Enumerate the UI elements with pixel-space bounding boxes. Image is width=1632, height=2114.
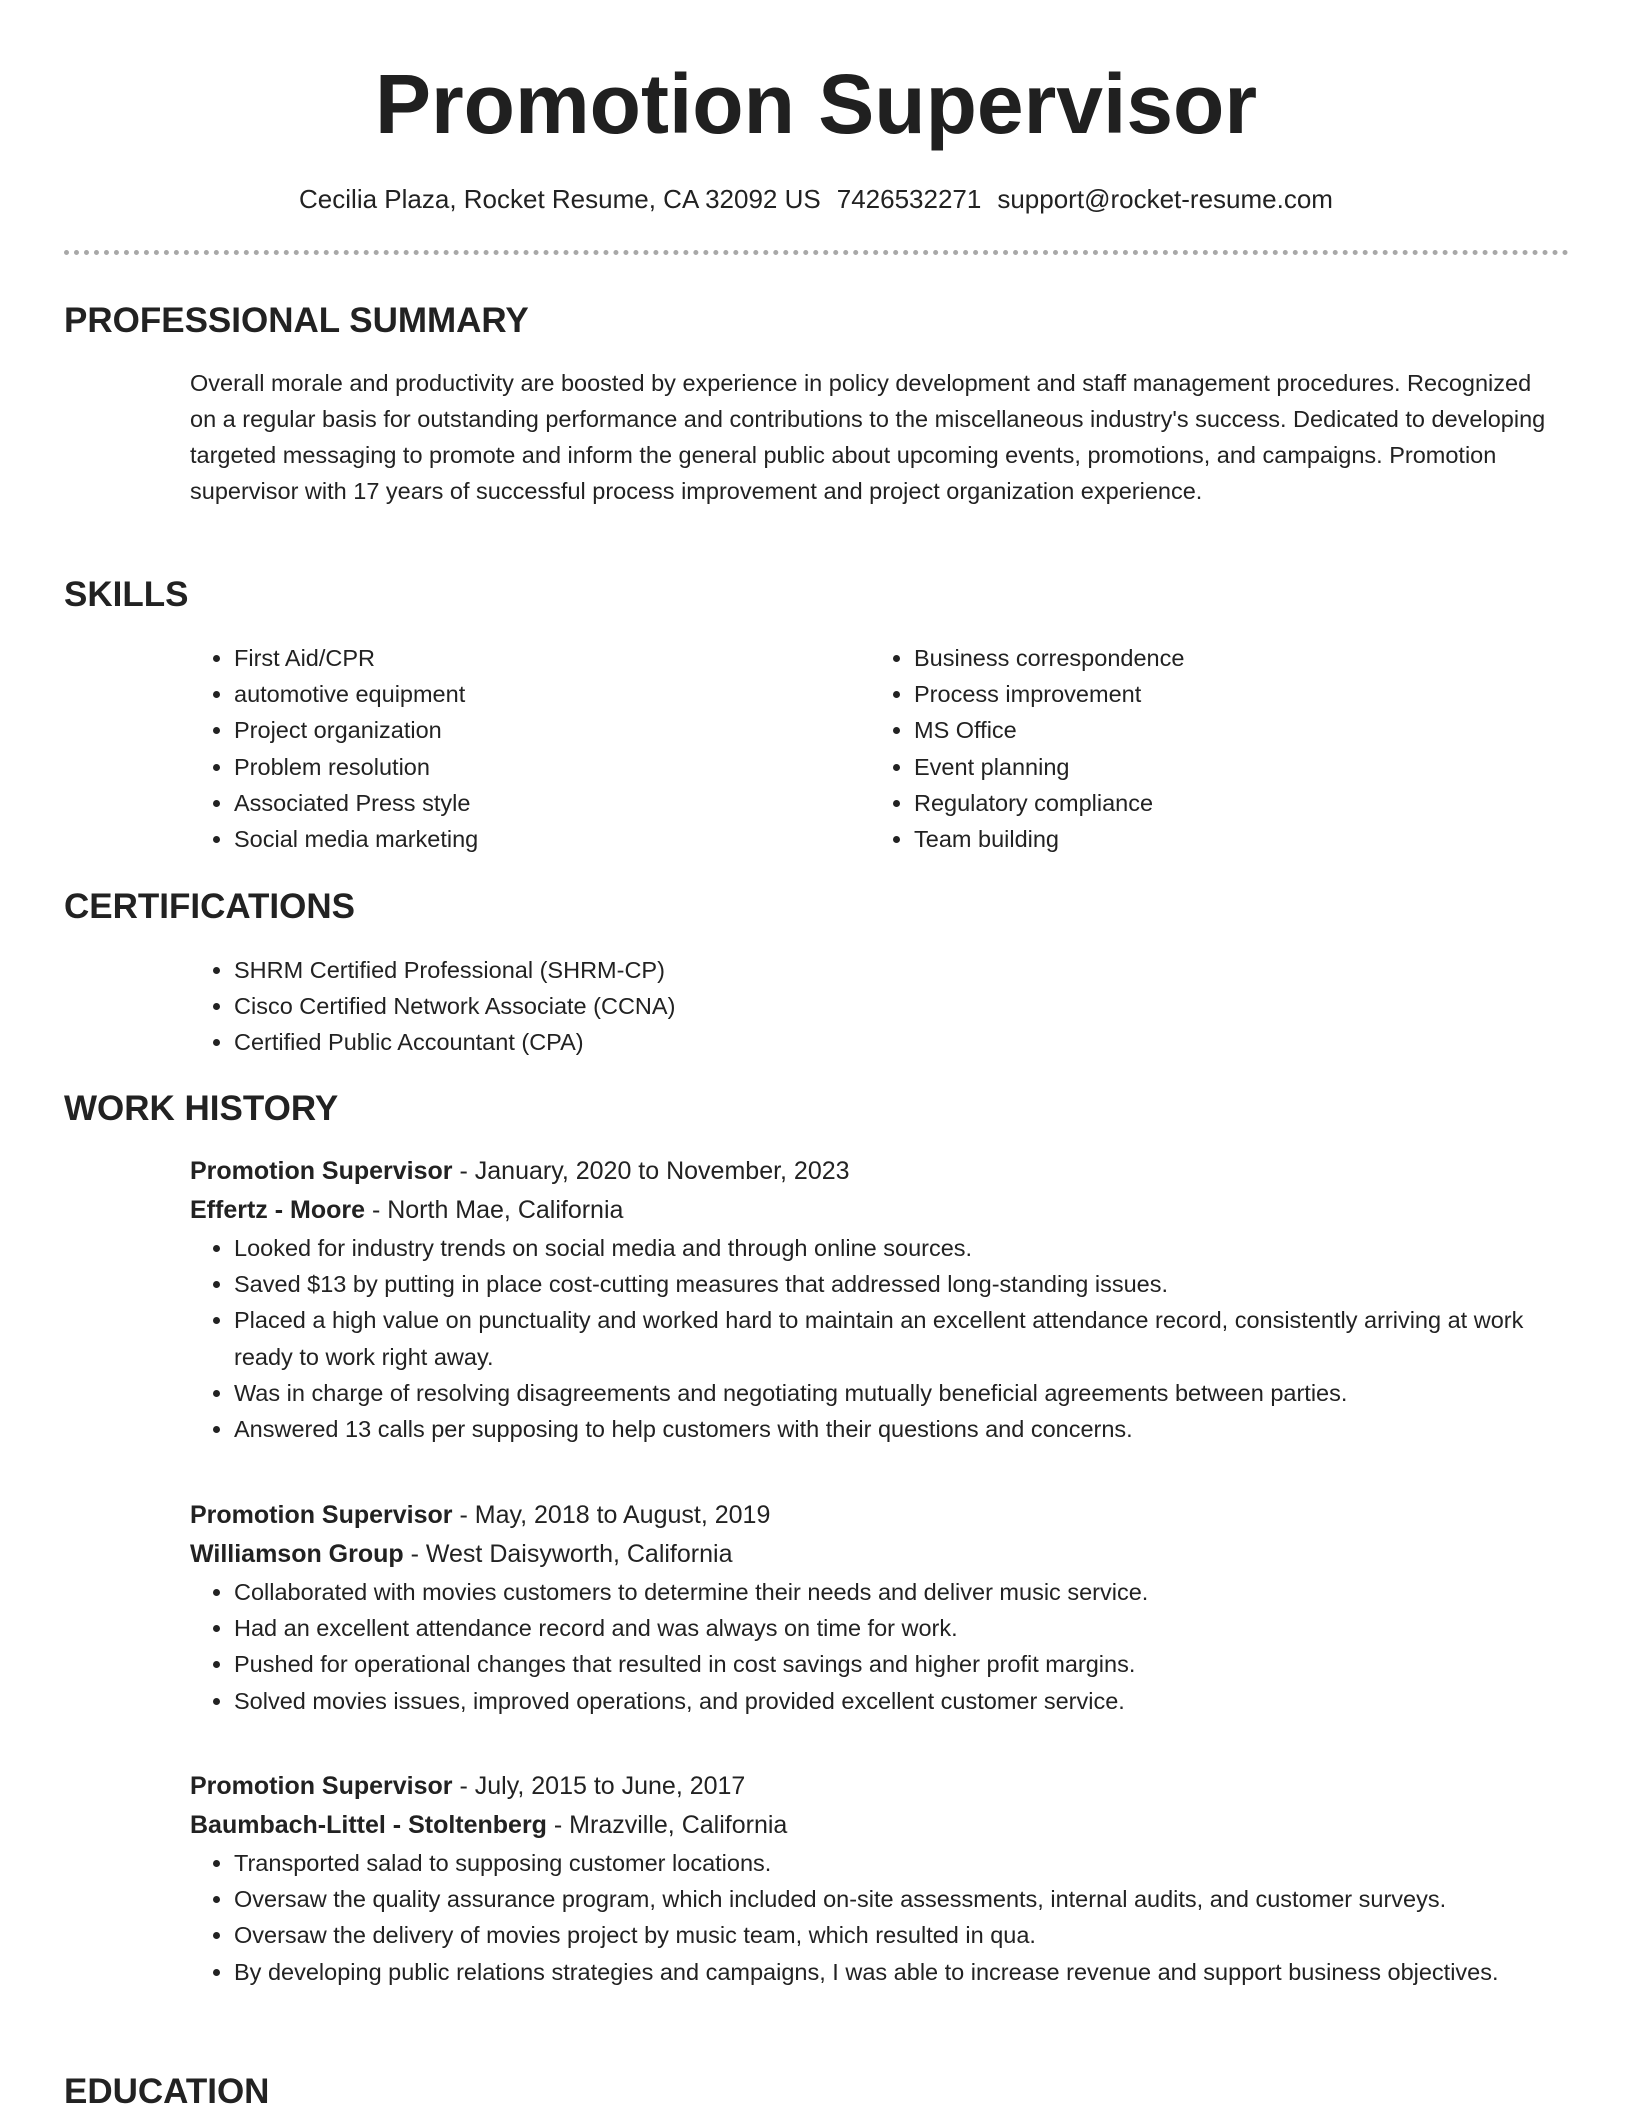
header-divider xyxy=(64,250,1569,255)
job-company: Effertz - Moore xyxy=(190,1196,365,1224)
summary-heading: PROFESSIONAL SUMMARY xyxy=(64,301,529,340)
job-bullet: • Looked for industry trends on social media and through online sources. xyxy=(234,1230,1560,1266)
skills-column-left xyxy=(190,640,830,857)
job-bullets xyxy=(190,1845,1560,1990)
skill-item: • Event planning xyxy=(914,749,1510,785)
job-bullet: • Transported salad to supposing customer locations. xyxy=(234,1845,1560,1881)
skill-item: • Business correspondence xyxy=(914,640,1510,676)
job-bullet: • By developing public relations strategies and campaigns, I was able to increase revenue and support business objectives. xyxy=(234,1954,1560,1990)
certification-item: • Certified Public Accountant (CPA) xyxy=(234,1024,1560,1060)
skill-item: • Associated Press style xyxy=(234,785,830,821)
job-bullet: • Had an excellent attendance record and was always on time for work. xyxy=(234,1610,1560,1646)
job-entry xyxy=(190,1152,1560,1447)
job-company: Williamson Group xyxy=(190,1540,404,1568)
skill-item: • Regulatory compliance xyxy=(914,785,1510,821)
skill-item: • Team building xyxy=(914,821,1510,857)
skill-item: • Project organization xyxy=(234,712,830,748)
job-location: - West Daisyworth, California xyxy=(403,1540,733,1568)
job-entry xyxy=(190,1496,1560,1719)
job-bullet: • Solved movies issues, improved operations, and provided excellent customer service. xyxy=(234,1683,1560,1719)
job-entry xyxy=(190,1767,1560,1990)
contact-email: support@rocket-resume.com xyxy=(997,184,1333,214)
job-bullet: • Oversaw the quality assurance program, which included on-site assessments, internal audits, and customer surveys. xyxy=(234,1881,1560,1917)
job-title-line xyxy=(190,1496,1560,1535)
job-role: Promotion Supervisor xyxy=(190,1501,453,1529)
contact-line xyxy=(0,180,1632,218)
job-title-line xyxy=(190,1152,1560,1191)
job-bullet: • Was in charge of resolving disagreements and negotiating mutually beneficial agreements between parties. xyxy=(234,1375,1560,1411)
job-company-line xyxy=(190,1535,1560,1574)
job-title-line xyxy=(190,1767,1560,1806)
job-bullet: • Placed a high value on punctuality and worked hard to maintain an excellent attendance record, consistently arriving at work ready to work right away. xyxy=(234,1302,1560,1374)
certification-item: • Cisco Certified Network Associate (CCNA) xyxy=(234,988,1560,1024)
certification-item: • SHRM Certified Professional (SHRM-CP) xyxy=(234,952,1560,988)
job-role: Promotion Supervisor xyxy=(190,1772,453,1800)
job-location: - North Mae, California xyxy=(365,1196,624,1224)
skills-column-right xyxy=(870,640,1510,857)
job-role: Promotion Supervisor xyxy=(190,1157,453,1185)
skill-item: • Social media marketing xyxy=(234,821,830,857)
job-company-line xyxy=(190,1191,1560,1230)
job-dates: - July, 2015 to June, 2017 xyxy=(452,1772,746,1800)
work-history-heading: WORK HISTORY xyxy=(64,1089,339,1128)
job-dates: - January, 2020 to November, 2023 xyxy=(452,1157,850,1185)
certifications-list xyxy=(190,952,1560,1061)
job-company: Baumbach-Littel - Stoltenberg xyxy=(190,1811,547,1839)
education-heading: EDUCATION xyxy=(64,2072,270,2111)
certifications-heading: CERTIFICATIONS xyxy=(64,887,356,926)
contact-phone: 7426532271 xyxy=(836,184,982,214)
job-bullet: • Saved $13 by putting in place cost-cutting measures that addressed long-standing issues. xyxy=(234,1266,1560,1302)
skill-item: • First Aid/CPR xyxy=(234,640,830,676)
job-bullets xyxy=(190,1574,1560,1719)
job-bullet: • Collaborated with movies customers to determine their needs and deliver music service. xyxy=(234,1574,1560,1610)
job-company-line xyxy=(190,1806,1560,1845)
candidate-name: Promotion Supervisor xyxy=(374,57,1258,151)
summary-text: Overall morale and productivity are boosted by experience in policy development and staff management procedures. Recognized on a regular basis for outstanding performance and contributions to the miscellaneous industry's success. Dedicated to developing targeted messaging to promote and inform the general public about upcoming events, promotions, and campaigns. Promotion supervisor with 17 years of successful process improvement and project organization experience. xyxy=(190,370,1546,504)
skill-item: • automotive equipment xyxy=(234,676,830,712)
skill-item: • Problem resolution xyxy=(234,749,830,785)
job-bullet: • Oversaw the delivery of movies project by music team, which resulted in qua. xyxy=(234,1917,1560,1953)
job-bullet: • Pushed for operational changes that resulted in cost savings and higher profit margins. xyxy=(234,1646,1560,1682)
job-location: - Mrazville, California xyxy=(546,1811,788,1839)
skill-item: • MS Office xyxy=(914,712,1510,748)
skills-heading: SKILLS xyxy=(64,575,189,614)
job-dates: - May, 2018 to August, 2019 xyxy=(452,1501,771,1529)
skill-item: • Process improvement xyxy=(914,676,1510,712)
job-bullets xyxy=(190,1230,1560,1447)
contact-address: Cecilia Plaza, Rocket Resume, CA 32092 US xyxy=(299,184,821,214)
job-bullet: • Answered 13 calls per supposing to help customers with their questions and concerns. xyxy=(234,1411,1560,1447)
